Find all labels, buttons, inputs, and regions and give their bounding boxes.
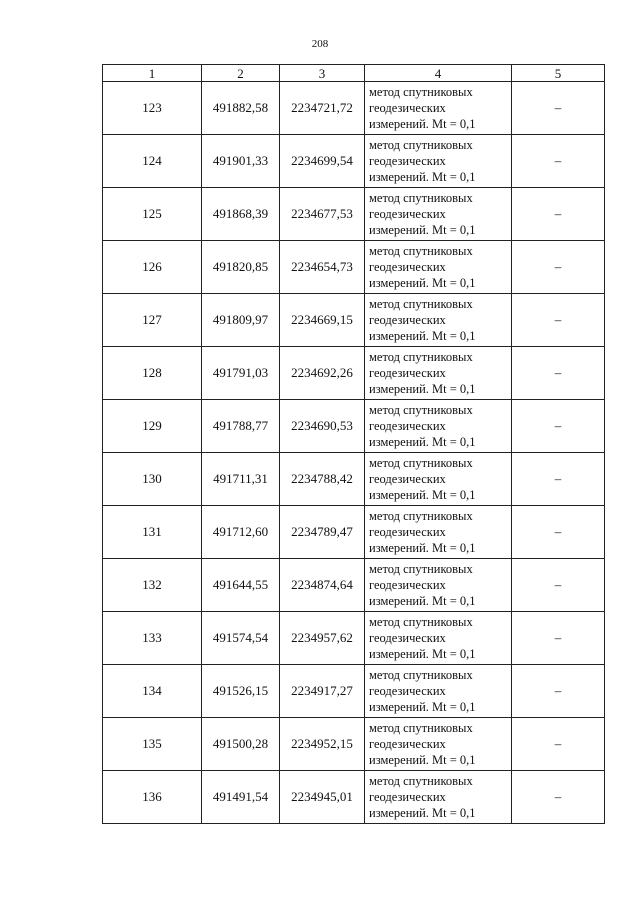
column-header-5: 5: [512, 65, 605, 82]
y-coordinate-cell: 2234669,15: [280, 294, 365, 347]
coordinates-table: [102, 64, 605, 824]
table-row: [103, 135, 605, 188]
x-coordinate-cell: 491868,39: [202, 188, 280, 241]
note-cell: –: [512, 347, 605, 400]
y-coordinate-cell: 2234788,42: [280, 453, 365, 506]
y-coordinate-cell: 2234721,72: [280, 82, 365, 135]
x-coordinate-cell: 491500,28: [202, 718, 280, 771]
method-cell: метод спутниковых геодезических измерений. Mt = 0,1: [365, 506, 512, 559]
note-cell: –: [512, 506, 605, 559]
method-cell: метод спутниковых геодезических измерений. Mt = 0,1: [365, 347, 512, 400]
x-coordinate-cell: 491791,03: [202, 347, 280, 400]
column-header-1: 1: [103, 65, 202, 82]
note-cell: –: [512, 718, 605, 771]
y-coordinate-cell: 2234917,27: [280, 665, 365, 718]
x-coordinate-cell: 491711,31: [202, 453, 280, 506]
point-number-cell: 125: [103, 188, 202, 241]
note-cell: –: [512, 665, 605, 718]
point-number-cell: 126: [103, 241, 202, 294]
note-cell: –: [512, 400, 605, 453]
method-cell: метод спутниковых геодезических измерений. Mt = 0,1: [365, 241, 512, 294]
table-row: [103, 347, 605, 400]
x-coordinate-cell: 491574,54: [202, 612, 280, 665]
column-header-4: 4: [365, 65, 512, 82]
note-cell: –: [512, 559, 605, 612]
point-number-cell: 127: [103, 294, 202, 347]
y-coordinate-cell: 2234699,54: [280, 135, 365, 188]
table-body: [103, 82, 605, 824]
table-row: [103, 506, 605, 559]
note-cell: –: [512, 453, 605, 506]
y-coordinate-cell: 2234692,26: [280, 347, 365, 400]
point-number-cell: 135: [103, 718, 202, 771]
point-number-cell: 132: [103, 559, 202, 612]
point-number-cell: 130: [103, 453, 202, 506]
table-row: [103, 718, 605, 771]
point-number-cell: 124: [103, 135, 202, 188]
table-row: [103, 612, 605, 665]
method-cell: метод спутниковых геодезических измерений. Mt = 0,1: [365, 665, 512, 718]
point-number-cell: 129: [103, 400, 202, 453]
table-row: [103, 400, 605, 453]
column-header-2: 2: [202, 65, 280, 82]
table-row: [103, 665, 605, 718]
point-number-cell: 128: [103, 347, 202, 400]
method-cell: метод спутниковых геодезических измерений. Mt = 0,1: [365, 82, 512, 135]
method-cell: метод спутниковых геодезических измерений. Mt = 0,1: [365, 718, 512, 771]
y-coordinate-cell: 2234789,47: [280, 506, 365, 559]
method-cell: метод спутниковых геодезических измерений. Mt = 0,1: [365, 612, 512, 665]
point-number-cell: 134: [103, 665, 202, 718]
point-number-cell: 131: [103, 506, 202, 559]
table-row: [103, 188, 605, 241]
method-cell: метод спутниковых геодезических измерений. Mt = 0,1: [365, 135, 512, 188]
method-cell: метод спутниковых геодезических измерений. Mt = 0,1: [365, 400, 512, 453]
note-cell: –: [512, 612, 605, 665]
point-number-cell: 136: [103, 771, 202, 824]
method-cell: метод спутниковых геодезических измерений. Mt = 0,1: [365, 188, 512, 241]
table-header-row: [103, 65, 605, 82]
y-coordinate-cell: 2234945,01: [280, 771, 365, 824]
table-row: [103, 294, 605, 347]
x-coordinate-cell: 491809,97: [202, 294, 280, 347]
y-coordinate-cell: 2234952,15: [280, 718, 365, 771]
table-row: [103, 453, 605, 506]
x-coordinate-cell: 491820,85: [202, 241, 280, 294]
y-coordinate-cell: 2234654,73: [280, 241, 365, 294]
note-cell: –: [512, 82, 605, 135]
page-number: 208: [311, 38, 329, 50]
table-row: [103, 559, 605, 612]
method-cell: метод спутниковых геодезических измерений. Mt = 0,1: [365, 294, 512, 347]
method-cell: метод спутниковых геодезических измерений. Mt = 0,1: [365, 771, 512, 824]
note-cell: –: [512, 188, 605, 241]
x-coordinate-cell: 491491,54: [202, 771, 280, 824]
x-coordinate-cell: 491644,55: [202, 559, 280, 612]
x-coordinate-cell: 491712,60: [202, 506, 280, 559]
table-row: [103, 241, 605, 294]
x-coordinate-cell: 491526,15: [202, 665, 280, 718]
method-cell: метод спутниковых геодезических измерений. Mt = 0,1: [365, 453, 512, 506]
note-cell: –: [512, 771, 605, 824]
x-coordinate-cell: 491788,77: [202, 400, 280, 453]
note-cell: –: [512, 135, 605, 188]
table-row: [103, 771, 605, 824]
column-header-3: 3: [280, 65, 365, 82]
y-coordinate-cell: 2234874,64: [280, 559, 365, 612]
note-cell: –: [512, 294, 605, 347]
y-coordinate-cell: 2234957,62: [280, 612, 365, 665]
x-coordinate-cell: 491901,33: [202, 135, 280, 188]
note-cell: –: [512, 241, 605, 294]
y-coordinate-cell: 2234690,53: [280, 400, 365, 453]
table-row: [103, 82, 605, 135]
x-coordinate-cell: 491882,58: [202, 82, 280, 135]
point-number-cell: 123: [103, 82, 202, 135]
point-number-cell: 133: [103, 612, 202, 665]
y-coordinate-cell: 2234677,53: [280, 188, 365, 241]
method-cell: метод спутниковых геодезических измерений. Mt = 0,1: [365, 559, 512, 612]
